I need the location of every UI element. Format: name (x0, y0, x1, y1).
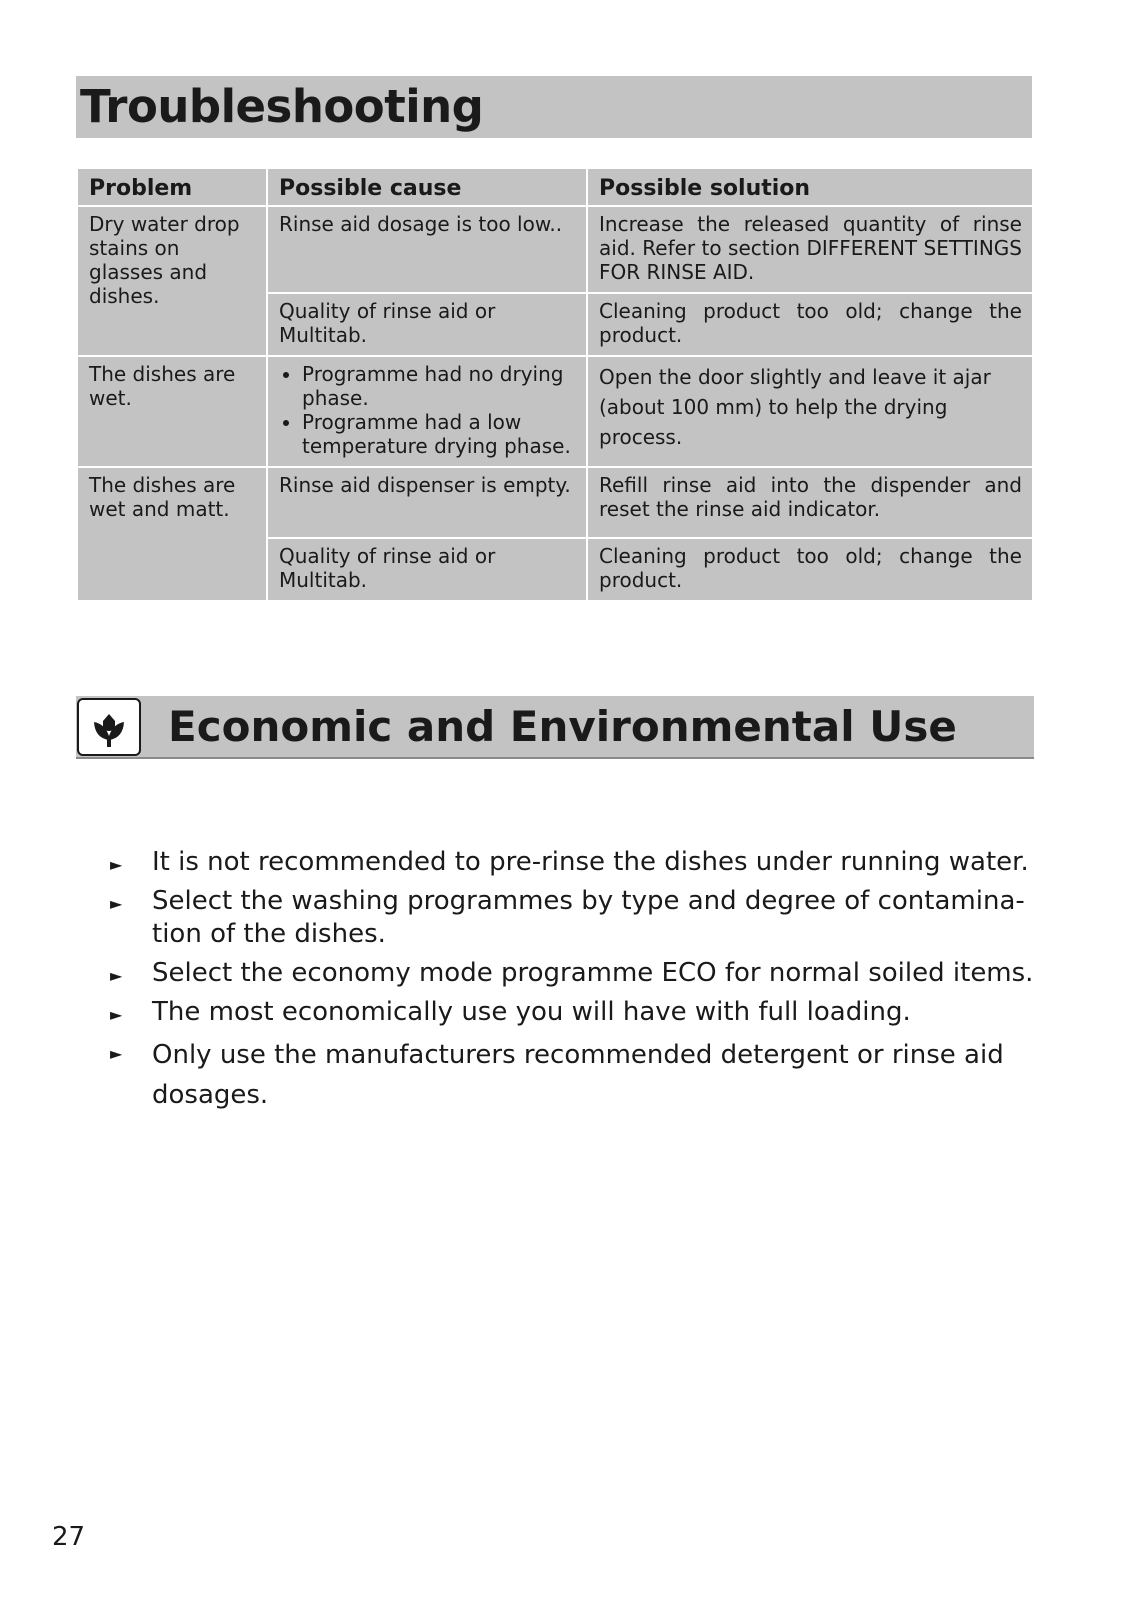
triangle-right-icon: ► (110, 966, 123, 985)
list-item: ► Select the washing programmes by type and degree of contamina-tion of the dishes. (110, 886, 1025, 949)
list-item: ► It is not recommended to pre-rinse the dishes under running water. (108, 846, 1038, 879)
list-item: ► Only use the manufacturers recommended detergent or rinse aid dosages. (108, 1035, 1038, 1115)
page-number: 27 (52, 1522, 86, 1552)
table-header-row (77, 168, 1033, 206)
troubleshooting-title-bar (76, 76, 1032, 138)
problem-cell: The dishes are wet. (77, 356, 267, 467)
table-row (77, 467, 1033, 538)
cause-cell: Quality of rinse aid or Multitab. (267, 538, 587, 601)
economic-title: Economic and Environmental Use (168, 702, 957, 751)
cause-bullet: • Programme had no drying phase. (302, 362, 576, 410)
problem-cell: Dry water drop stains on glasses and dishes. (77, 206, 267, 356)
solution-cell: Refill rinse aid into the dispender and reset the rinse aid indicator. (587, 467, 1033, 538)
triangle-right-icon: ► (110, 894, 123, 913)
troubleshooting-table (76, 167, 1034, 602)
list-item: ► The most economically use you will have with full loading. (108, 996, 1038, 1029)
list-item: ► Select the economy mode programme ECO for normal soiled items. (108, 957, 1038, 990)
cause-bullet-list (279, 362, 576, 458)
economic-title-bar (76, 696, 1034, 758)
flower-icon (77, 698, 141, 756)
economic-list (108, 846, 1038, 1121)
solution-cell: Cleaning product too old; change the product. (587, 293, 1033, 356)
solution-cell: Cleaning product too old; change the product. (587, 538, 1033, 601)
table-row (77, 206, 1033, 293)
solution-cell: Increase the released quantity of rinse aid. Refer to section DIFFERENT SETTINGS FOR RINSE AID. (587, 206, 1033, 293)
cause-bullet: • Programme had a low temperature drying phase. (302, 410, 576, 458)
cause-cell: Rinse aid dispenser is empty. (267, 467, 587, 538)
section-divider (76, 757, 1034, 759)
triangle-right-icon: ► (110, 1044, 123, 1063)
cause-cell (267, 356, 587, 467)
triangle-right-icon: ► (110, 855, 123, 874)
triangle-right-icon: ► (110, 1005, 123, 1024)
table-row (77, 356, 1033, 467)
header-problem: Problem (77, 168, 267, 206)
cause-cell: Rinse aid dosage is too low.. (267, 206, 587, 293)
cause-cell: Quality of rinse aid or Multitab. (267, 293, 587, 356)
header-solution: Possible solution (587, 168, 1033, 206)
solution-cell: Open the door slightly and leave it ajar (about 100 mm) to help the drying process. (587, 356, 1033, 467)
problem-cell: The dishes are wet and matt. (77, 467, 267, 601)
troubleshooting-title: Troubleshooting (80, 80, 484, 133)
header-cause: Possible cause (267, 168, 587, 206)
